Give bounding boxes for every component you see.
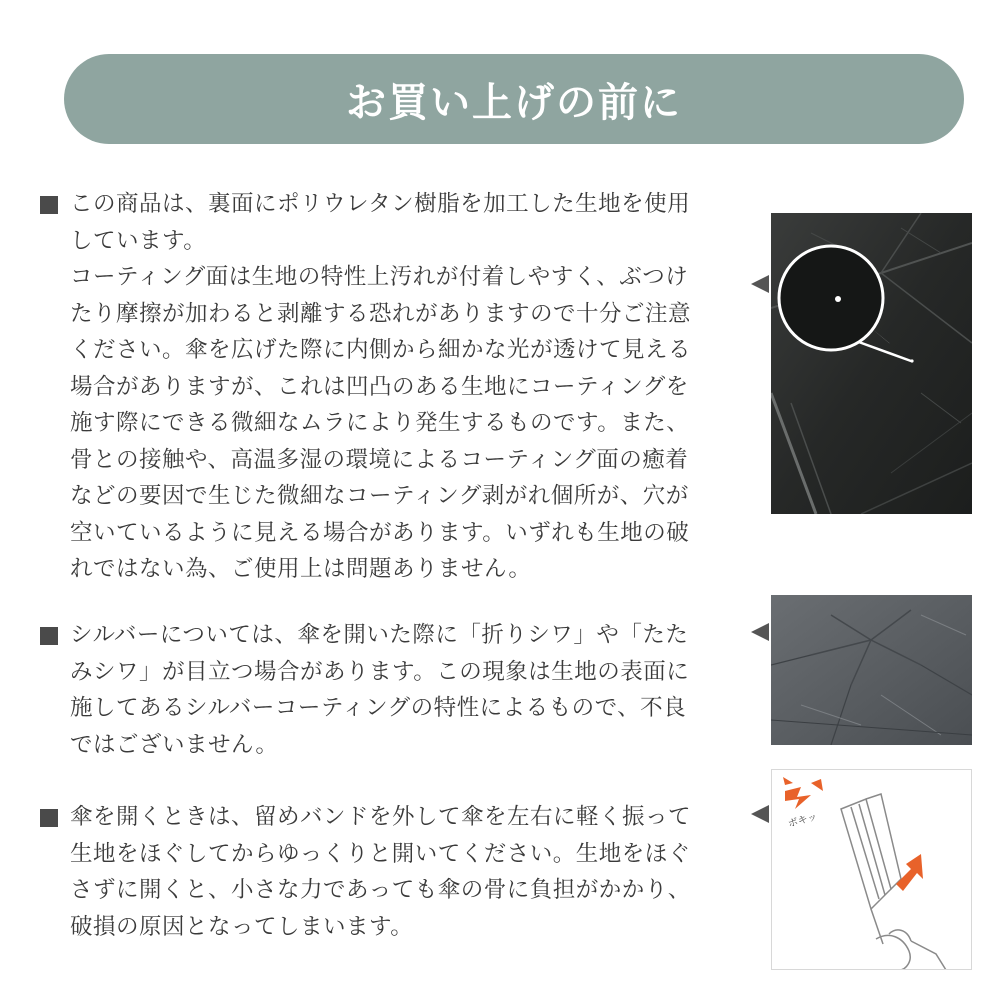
notice-section-silver (40, 617, 730, 763)
umbrella-opening-illustration (771, 769, 972, 970)
notice-section-coating (40, 186, 730, 588)
text-line: 破損の原因となってしまいます。 (70, 913, 414, 940)
text-line: しています。 (70, 227, 207, 254)
text-line: たり摩擦が加わると剥離する恐れがありますので十分ご注意 (70, 300, 692, 327)
text-line: 骨との接触や、高温多湿の環境によるコーティング面の癒着 (70, 446, 689, 473)
silver-fabric-photo (771, 595, 972, 745)
text-line: 空いているように見える場合があります。いずれも生地の破 (70, 519, 690, 546)
bullet-square-icon (40, 809, 58, 827)
text-line: 場合がありますが、これは凹凸のある生地にコーティングを (70, 373, 689, 400)
bullet-square-icon (40, 196, 58, 214)
umbrella-interior-photo (771, 213, 972, 514)
text-line: シルバーについては、傘を開いた際に「折りシワ」や「たた (70, 622, 689, 648)
sound-effect-label: ボキッ (786, 811, 819, 830)
silver-fabric-illustration (771, 595, 972, 745)
text-line: みシワ」が目立つ場合があります。この現象は生地の表面に (70, 658, 690, 685)
text-line: 施す際にできる微細なムラにより発生するものです。また、 (70, 410, 690, 436)
pointer-arrow-icon (751, 805, 769, 823)
text-line: この商品は、裏面にポリウレタン樹脂を加工した生地を使用 (70, 191, 691, 217)
text-line: ではございません。 (70, 731, 279, 758)
text-line: などの要因で生じた微細なコーティング剥がれ個所が、穴が (70, 483, 689, 509)
pointer-arrow-icon (751, 623, 769, 641)
header-banner (64, 54, 964, 144)
text-line: ください。傘を広げた際に内側から細かな光が透けて見える (70, 337, 692, 363)
bullet-square-icon (40, 627, 58, 645)
text-line: 生地をほぐしてからゆっくりと開いてください。生地をほぐ (70, 840, 691, 867)
notice-section-opening (40, 799, 730, 945)
text-line: 傘を開くときは、留めバンドを外して傘を左右に軽く振って (70, 804, 692, 830)
text-line: さずに開くと、小さな力であっても傘の骨に負担がかかり、 (70, 877, 691, 903)
umbrella-interior-illustration (771, 213, 972, 514)
pointer-arrow-icon (751, 275, 769, 293)
page-title: お買い上げの前に (346, 79, 682, 126)
text-line: 施してあるシルバーコーティングの特性によるもので、不良 (70, 695, 687, 721)
umbrella-break-drawing (771, 769, 972, 970)
text-line: れではない為、ご使用上は問題ありません。 (70, 556, 532, 582)
text-line: コーティング面は生地の特性上汚れが付着しやすく、ぶつけ (70, 264, 689, 290)
